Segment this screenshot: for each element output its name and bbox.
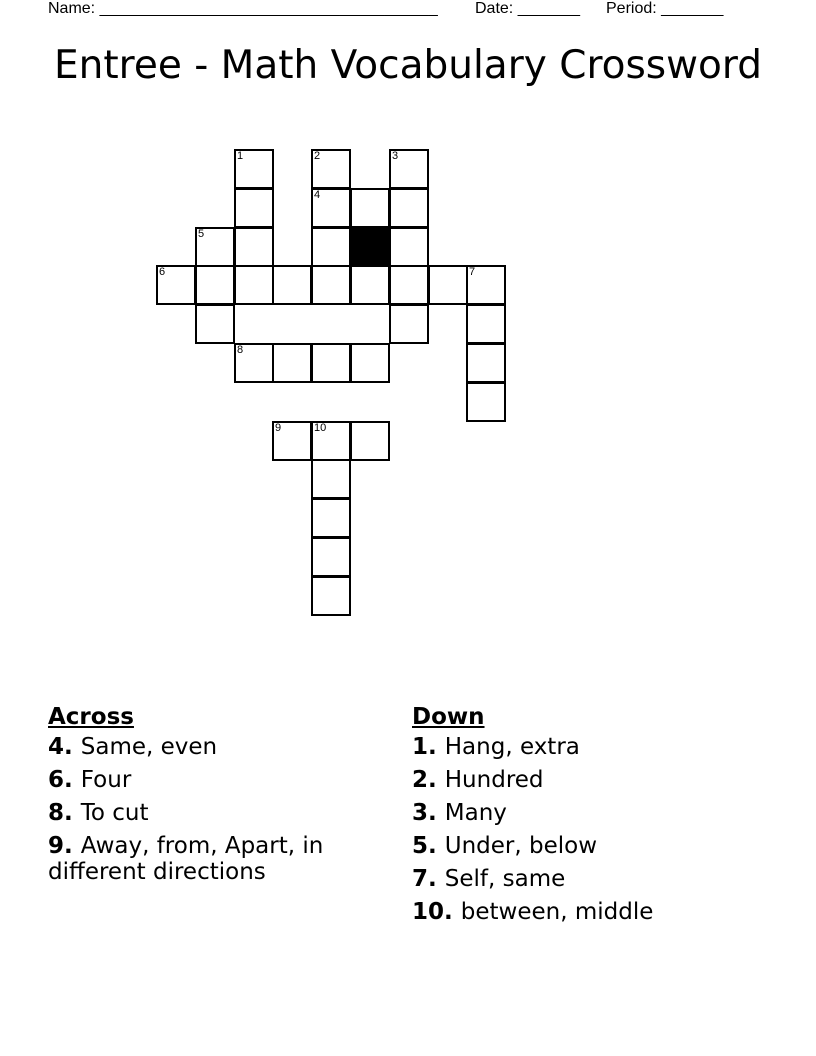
clue-number: 8 xyxy=(48,800,65,826)
date-field-label: Date: _______ xyxy=(475,0,580,17)
clue-number-dot: . xyxy=(64,833,81,859)
crossword-cell[interactable] xyxy=(311,576,351,616)
clue-number-dot: . xyxy=(64,767,81,793)
crossword-cell[interactable] xyxy=(311,149,351,189)
across-heading: Across xyxy=(48,704,134,730)
crossword-cell[interactable] xyxy=(311,421,351,461)
cell-number: 10 xyxy=(314,422,327,434)
period-field-label: Period: _______ xyxy=(606,0,724,17)
name-field-label: Name: ______________________________________ xyxy=(48,0,438,17)
clue-text: Four xyxy=(80,767,132,793)
clue-number-dot: . xyxy=(64,800,81,826)
crossword-cell[interactable] xyxy=(234,265,274,305)
down-clue xyxy=(412,866,772,892)
clue-text: Self, same xyxy=(444,866,566,892)
clue-number: 3 xyxy=(412,800,429,826)
crossword-cell[interactable] xyxy=(350,265,390,305)
cell-number: 6 xyxy=(159,266,166,278)
across-clues xyxy=(48,703,368,892)
down-heading: Down xyxy=(412,704,485,730)
crossword-cell[interactable] xyxy=(350,188,390,228)
crossword-cell[interactable] xyxy=(234,188,274,228)
down-clue xyxy=(412,734,772,760)
clue-text: Same, even xyxy=(80,734,218,760)
crossword-cell[interactable] xyxy=(389,265,429,305)
across-clue-list xyxy=(48,734,368,885)
across-clue xyxy=(48,833,368,885)
crossword-cell[interactable] xyxy=(350,343,390,383)
cell-number: 4 xyxy=(314,189,321,201)
clue-number-dot: . xyxy=(428,800,445,826)
crossword-cell[interactable] xyxy=(311,265,351,305)
clue-number-dot: . xyxy=(428,833,445,859)
crossword-cell[interactable] xyxy=(311,227,351,267)
clue-number-dot: . xyxy=(64,734,81,760)
down-clue xyxy=(412,767,772,793)
crossword-cell[interactable] xyxy=(234,227,274,267)
clue-text: To cut xyxy=(80,800,149,826)
crossword-cell[interactable] xyxy=(234,343,274,383)
clue-number-dot: . xyxy=(428,767,445,793)
clue-text: Hundred xyxy=(444,767,544,793)
crossword-cell[interactable] xyxy=(350,421,390,461)
clue-text: between, middle xyxy=(460,899,654,925)
cell-number: 1 xyxy=(237,150,244,162)
crossword-cell[interactable] xyxy=(311,188,351,228)
cell-number: 3 xyxy=(392,150,399,162)
down-clue xyxy=(412,899,772,925)
crossword-cell[interactable] xyxy=(389,188,429,228)
crossword-cell[interactable] xyxy=(272,343,312,383)
crossword-cell[interactable] xyxy=(311,343,351,383)
cell-number: 7 xyxy=(469,266,476,278)
crossword-cell[interactable] xyxy=(389,227,429,267)
clue-text: Hang, extra xyxy=(444,734,580,760)
clue-number: 6 xyxy=(48,767,65,793)
clue-number: 5 xyxy=(412,833,429,859)
crossword-cell[interactable] xyxy=(466,265,506,305)
down-clue-list xyxy=(412,734,772,925)
crossword-cell[interactable] xyxy=(272,265,312,305)
clue-number-dot: . xyxy=(428,866,445,892)
down-clue xyxy=(412,800,772,826)
down-clue xyxy=(412,833,772,859)
cell-number: 2 xyxy=(314,150,321,162)
clue-number-dot: . xyxy=(444,899,461,925)
clue-number: 4 xyxy=(48,734,65,760)
clue-text: Under, below xyxy=(444,833,598,859)
crossword-cell[interactable] xyxy=(389,304,429,344)
crossword-cell[interactable] xyxy=(311,498,351,538)
crossword-cell[interactable] xyxy=(311,459,351,499)
crossword-cell[interactable] xyxy=(234,149,274,189)
crossword-cell[interactable] xyxy=(466,382,506,422)
page-title: Entree - Math Vocabulary Crossword xyxy=(54,43,762,88)
crossword-cell[interactable] xyxy=(311,537,351,577)
crossword-cell[interactable] xyxy=(428,265,468,305)
down-clues xyxy=(412,703,772,932)
crossword-cell[interactable] xyxy=(195,304,235,344)
across-clue xyxy=(48,800,368,826)
clue-number: 1 xyxy=(412,734,429,760)
crossword-cell[interactable] xyxy=(466,343,506,383)
crossword-cell[interactable] xyxy=(195,265,235,305)
clue-number: 9 xyxy=(48,833,65,859)
crossword-cell[interactable] xyxy=(272,421,312,461)
crossword-cell[interactable] xyxy=(195,227,235,267)
clue-number: 10 xyxy=(412,899,445,925)
clue-number-dot: . xyxy=(428,734,445,760)
cell-number: 5 xyxy=(198,228,205,240)
cell-number: 9 xyxy=(275,422,282,434)
crossword-cell[interactable] xyxy=(466,304,506,344)
crossword-cell[interactable] xyxy=(389,149,429,189)
clue-text: Away, from, Apart, in different directions xyxy=(48,833,324,885)
crossword-cell[interactable] xyxy=(156,265,196,305)
clue-number: 2 xyxy=(412,767,429,793)
across-clue xyxy=(48,767,368,793)
clue-number: 7 xyxy=(412,866,429,892)
cell-number: 8 xyxy=(237,344,244,356)
clue-text: Many xyxy=(444,800,507,826)
black-cell xyxy=(350,227,390,267)
across-clue xyxy=(48,734,368,760)
